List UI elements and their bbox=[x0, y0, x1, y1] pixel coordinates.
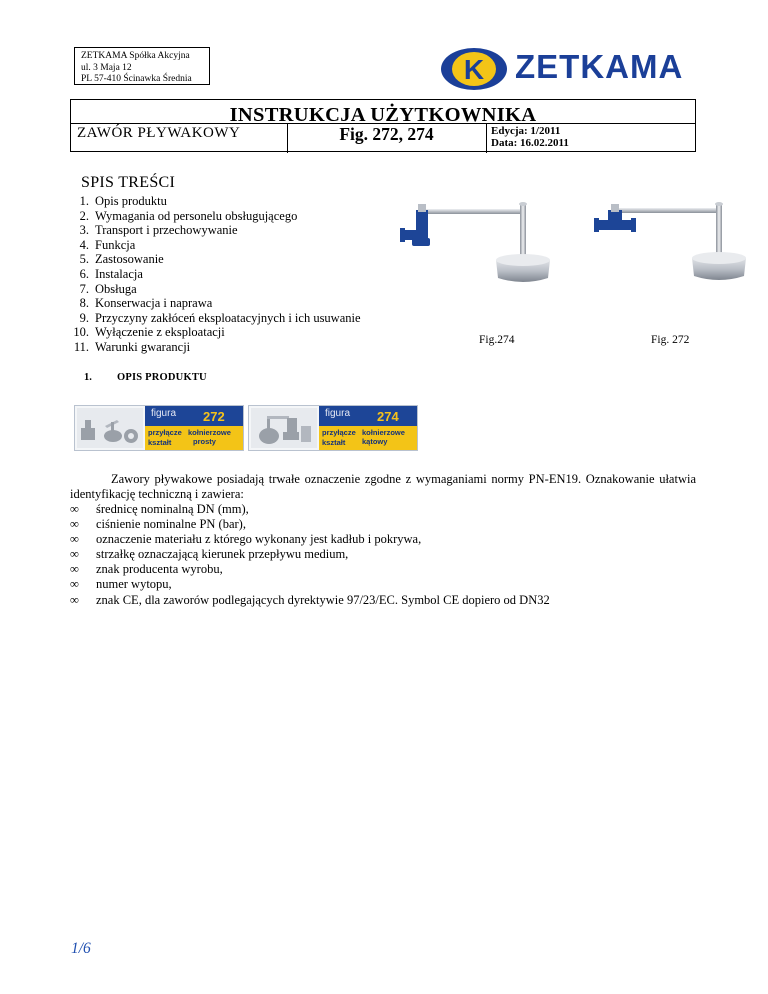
toc-item bbox=[57, 296, 361, 311]
company-address-box bbox=[74, 47, 210, 85]
badge-panel bbox=[319, 406, 417, 450]
toc-item bbox=[57, 267, 361, 282]
intro-paragraph bbox=[70, 472, 696, 502]
toc-item-label: Wyłączenie z eksploatacji bbox=[95, 325, 225, 340]
badge-figure-label: figura bbox=[325, 408, 351, 419]
edition-date: Data: 16.02.2011 bbox=[491, 137, 569, 149]
section-title: OPIS PRODUKTU bbox=[117, 372, 207, 383]
company-logo bbox=[440, 46, 700, 92]
product-name: ZAWÓR PŁYWAKOWY bbox=[77, 125, 241, 141]
badge-shape-label: kształt bbox=[148, 438, 172, 447]
toc-list bbox=[57, 194, 361, 355]
badge-shape-value: prosty bbox=[193, 437, 216, 446]
figure-caption-272: Fig. 272 bbox=[651, 334, 690, 346]
toc-item-number: 9. bbox=[79, 310, 89, 325]
badge-figure-number: 272 bbox=[203, 409, 225, 424]
logo-wordmark: ZETKAMA bbox=[515, 48, 684, 85]
badge-figure-number: 274 bbox=[377, 409, 399, 424]
bullet-symbol: ∞ bbox=[70, 577, 79, 592]
toc-item bbox=[57, 252, 361, 267]
badge-connection-value: kołnierzowe bbox=[362, 428, 405, 437]
figure-numbers: Fig. 272, 274 bbox=[339, 124, 434, 144]
logo-letter: K bbox=[463, 54, 485, 85]
list-item-text: numer wytopu, bbox=[96, 577, 172, 592]
bullet-symbol: ∞ bbox=[70, 547, 79, 562]
company-name: ZETKAMA Spółka Akcyjna bbox=[81, 51, 190, 61]
badge-figure-label: figura bbox=[151, 408, 177, 419]
bullet-symbol: ∞ bbox=[70, 532, 79, 547]
header-fig-cell bbox=[287, 124, 487, 153]
toc-item-label: Transport i przechowywanie bbox=[95, 223, 238, 238]
toc-item-number: 7. bbox=[79, 281, 89, 296]
toc-item-label: Wymagania od personelu obsługującego bbox=[95, 208, 298, 223]
bullet-symbol: ∞ bbox=[70, 592, 79, 607]
toc-item bbox=[57, 340, 361, 355]
toc-item-label: Opis produktu bbox=[95, 194, 167, 208]
badge-connection-label: przyłącze bbox=[148, 428, 182, 437]
valve-274-image bbox=[400, 202, 550, 282]
valve-272-image bbox=[594, 202, 746, 280]
logo-emblem-icon bbox=[440, 46, 512, 92]
edition-number: Edycja: 1/2011 bbox=[491, 125, 561, 137]
toc-item-label: Obsługa bbox=[95, 281, 137, 296]
toc-item-label: Konserwacja i naprawa bbox=[95, 296, 213, 311]
company-city: PL 57-410 Ścinawka Średnia bbox=[81, 74, 192, 84]
list-item bbox=[70, 547, 550, 562]
list-item bbox=[70, 577, 550, 592]
badge-spec-strip bbox=[145, 426, 243, 450]
toc-item bbox=[57, 311, 361, 326]
toc-heading: SPIS TREŚCI bbox=[81, 174, 176, 191]
figure-badge-274 bbox=[248, 405, 418, 451]
toc-item-number: 1. bbox=[79, 194, 89, 208]
toc-item bbox=[57, 194, 361, 209]
list-item-text: znak CE, dla zaworów podlegających dyrektywie 97/23/EC. Symbol CE dopiero od DN32 bbox=[96, 592, 550, 607]
badge-shape-label: kształt bbox=[322, 438, 346, 447]
bullet-symbol: ∞ bbox=[70, 562, 79, 577]
toc-item bbox=[57, 282, 361, 297]
figure-caption-274: Fig.274 bbox=[479, 334, 515, 346]
toc-item-number: 11. bbox=[73, 339, 89, 354]
toc-item-number: 10. bbox=[73, 325, 89, 340]
toc-item-number: 2. bbox=[79, 208, 89, 223]
product-photo bbox=[360, 190, 768, 306]
toc-item-number: 4. bbox=[79, 237, 89, 252]
document-title: INSTRUKCJA UŻYTKOWNIKA bbox=[229, 104, 537, 126]
list-item bbox=[70, 517, 550, 532]
header-product-cell bbox=[71, 124, 288, 153]
list-item bbox=[70, 593, 550, 608]
document-header bbox=[70, 99, 696, 152]
list-item-text: ciśnienie nominalne PN (bar), bbox=[96, 517, 246, 532]
page-number: 1/6 bbox=[71, 940, 91, 957]
badge-panel bbox=[145, 406, 243, 450]
toc-item-label: Warunki gwarancji bbox=[95, 339, 191, 354]
toc-item-number: 6. bbox=[79, 266, 89, 281]
toc-item bbox=[57, 238, 361, 253]
toc-item bbox=[57, 223, 361, 238]
toc-item-number: 8. bbox=[79, 296, 89, 311]
list-item bbox=[70, 532, 550, 547]
toc-item-label: Zastosowanie bbox=[95, 252, 164, 267]
list-item bbox=[70, 502, 550, 517]
badge-connection-label: przyłącze bbox=[322, 428, 356, 437]
intro-paragraph-text: Zawory pływakowe posiadają trwałe oznaczenie zgodne z wymaganiami normy PN-EN19. Oznakowanie ułatwia identyfikację techniczną i zawiera: bbox=[70, 472, 696, 501]
list-item-text: znak producenta wyrobu, bbox=[96, 562, 223, 577]
company-street: ul. 3 Maja 12 bbox=[81, 62, 132, 73]
badge-shape-value: kątowy bbox=[362, 437, 388, 446]
badge-spec-strip bbox=[319, 426, 417, 450]
list-item-text: strzałkę oznaczającą kierunek przepływu medium, bbox=[96, 547, 349, 562]
toc-item-number: 3. bbox=[79, 223, 89, 238]
bullet-symbol: ∞ bbox=[70, 517, 79, 532]
toc-item-number: 5. bbox=[79, 252, 89, 267]
header-info-row bbox=[71, 123, 695, 153]
toc-item bbox=[57, 209, 361, 224]
badge-connection-value: kołnierzowe bbox=[188, 428, 231, 437]
list-item-text: średnicę nominalną DN (mm), bbox=[96, 502, 249, 516]
list-item-text: oznaczenie materiału z którego wykonany jest kadłub i pokrywa, bbox=[96, 532, 422, 547]
list-item bbox=[70, 562, 550, 577]
edition-info bbox=[491, 125, 569, 149]
toc-item-label: Przyczyny zakłóceń eksploatacyjnych i ich usuwanie bbox=[95, 310, 361, 325]
toc-item bbox=[57, 325, 361, 340]
marking-list bbox=[70, 502, 550, 608]
straight-valve-icon bbox=[75, 406, 145, 450]
section-number: 1. bbox=[84, 372, 92, 383]
toc-item-label: Instalacja bbox=[95, 266, 143, 281]
figure-badge-272 bbox=[74, 405, 244, 451]
toc-item-label: Funkcja bbox=[95, 237, 136, 252]
angle-valve-icon bbox=[249, 406, 319, 450]
bullet-symbol: ∞ bbox=[70, 502, 79, 516]
